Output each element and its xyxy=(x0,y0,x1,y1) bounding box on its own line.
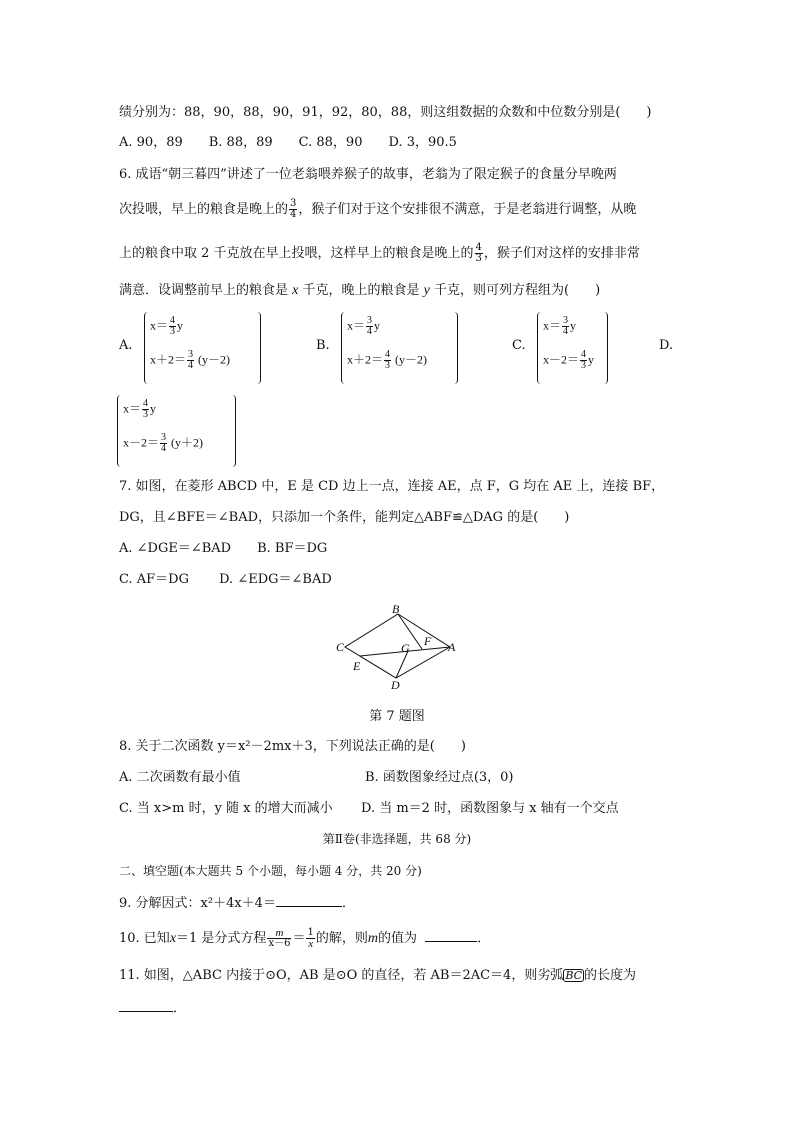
q6-line1: 6. 成语“朝三暮四”讲述了一位老翁喂养猴子的故事，老翁为了限定猴子的食量分早晚两 xyxy=(119,167,617,182)
frac-denominator: 3 xyxy=(170,326,176,337)
system-eq2 xyxy=(543,350,594,371)
label-c: C xyxy=(336,640,345,654)
frac-denominator: 3 xyxy=(475,253,482,264)
q6-line2-a: 次投喂，早上的粮食是晚上的 xyxy=(119,202,289,217)
frac-numerator: m xyxy=(267,928,291,939)
eq-text: (y－2) xyxy=(198,352,231,367)
var-x: x xyxy=(292,283,299,298)
var-y: y xyxy=(423,283,430,298)
q5-options: A. 90，89 B. 88，89 C. 88，90 D. 3，90.5 xyxy=(119,135,457,150)
q6-option-d-system xyxy=(123,395,233,471)
q5-text: 绩分别为：88，90，88，90，91，92，80，88，则这组数据的众数和中位数分别是( ) xyxy=(119,105,652,120)
frac-numerator: 1 xyxy=(307,927,314,938)
q11-text-b: 的长度为 xyxy=(584,968,637,983)
eq-text: x＋2＝ xyxy=(347,352,384,367)
q6-option-d-label: D. xyxy=(659,338,674,353)
q11-end: ． xyxy=(173,1001,187,1016)
q8-option-b: B. 函数图象经过点(3，0) xyxy=(365,770,514,785)
frac-denominator: 3 xyxy=(385,360,391,371)
var-x: x xyxy=(169,931,177,946)
system-eq1 xyxy=(150,316,183,337)
q6-line4 xyxy=(119,281,600,301)
frac-denominator: x xyxy=(308,938,314,950)
q9-end: ． xyxy=(341,896,355,911)
eq-text: (y＋2) xyxy=(171,435,204,450)
frac-numerator: 4 xyxy=(143,398,149,409)
q11-line1 xyxy=(119,966,636,986)
system-eq2 xyxy=(123,433,203,454)
frac-numerator: 3 xyxy=(563,315,569,326)
q6-line2 xyxy=(119,199,636,220)
label-e: E xyxy=(353,659,361,673)
q6-option-c-label: C. xyxy=(512,338,526,353)
system-eq2 xyxy=(347,350,427,371)
q6-option-b-label: B. xyxy=(316,338,330,353)
eq-text: x＝ xyxy=(543,318,562,333)
q6-line2-b: ，猴子们对于这个安排很不满意，于是老翁进行调整，从晚 xyxy=(298,202,637,217)
q8-option-a: A. 二次函数有最小值 xyxy=(119,770,241,785)
q7-options-1: A. ∠DGE＝∠BAD B. BF＝DG xyxy=(119,541,328,556)
system-eq1 xyxy=(347,316,380,337)
q10-text-f: 的值为 xyxy=(377,931,417,946)
q9-text: 9. 分解因式：x²＋4x＋4＝ xyxy=(119,896,276,911)
system-eq1 xyxy=(123,399,156,420)
eq-fraction xyxy=(169,316,176,337)
right-brace xyxy=(256,312,261,384)
system-eq1 xyxy=(543,316,576,337)
q6-line3-b: ，猴子们对这样的安排非常 xyxy=(483,246,640,261)
q9-answer-blank xyxy=(276,893,342,907)
frac-numerator: 4 xyxy=(385,349,391,360)
eq-text: y xyxy=(588,352,595,367)
eq-text: x＋2＝ xyxy=(150,352,187,367)
var-m: m xyxy=(367,931,378,946)
q6-line4-a: 满意．设调整前早上的粮食是 xyxy=(119,283,289,298)
eq-text: x＝ xyxy=(347,318,366,333)
frac-denominator: 4 xyxy=(188,360,194,371)
q6-line3-a: 上的粮食中取 2 千克放在早上投喂，这样早上的粮食是晚上的 xyxy=(119,246,474,261)
frac-denominator: 4 xyxy=(161,443,167,454)
frac-numerator: 3 xyxy=(188,349,194,360)
system-eq2 xyxy=(150,350,230,371)
right-brace xyxy=(603,312,608,384)
q6-line4-e: 千克，则可列方程组为( ) xyxy=(434,283,601,298)
q6-option-a-system xyxy=(150,312,260,388)
eq-fraction xyxy=(160,433,167,454)
q6-option-a-label: A. xyxy=(119,338,133,353)
label-g: G xyxy=(401,641,410,655)
q9-line xyxy=(119,893,355,914)
q10-text-a: 10. 已知 xyxy=(119,931,170,946)
eq-text: y xyxy=(150,401,157,416)
rhombus-figure xyxy=(330,600,465,695)
fraction-4-3 xyxy=(475,243,483,264)
frac-numerator: 4 xyxy=(475,242,482,253)
eq-fraction xyxy=(366,316,373,337)
q6-line3 xyxy=(119,243,640,264)
frac-numerator: 4 xyxy=(581,349,587,360)
fraction-3-4 xyxy=(289,199,297,220)
eq-text: y xyxy=(177,318,184,333)
q10-text-c: ＝1 是分式方程 xyxy=(176,931,267,946)
right-brace xyxy=(231,395,236,467)
q11-line2 xyxy=(119,998,186,1019)
eq-text: x－2＝ xyxy=(543,352,580,367)
eq-text: x＝ xyxy=(150,318,169,333)
frac-denominator: x－6 xyxy=(268,938,291,949)
q6-option-c-system xyxy=(543,312,605,388)
frac-numerator: 4 xyxy=(170,315,176,326)
eq-fraction xyxy=(562,316,569,337)
eq-text: x－2＝ xyxy=(123,435,160,450)
segment-dg xyxy=(396,651,408,678)
label-f: F xyxy=(424,634,432,648)
eq-text: (y－2) xyxy=(395,352,428,367)
q10-text-d: 的解，则 xyxy=(315,931,368,946)
q7-line1: 7. 如图，在菱形 ABCD 中，E 是 CD 边上一点，连接 AE，点 F，G 均在 AE 上，连接 BF， xyxy=(119,479,665,494)
q11-text-a: 11. 如图，△ABC 内接于⊙O，AB 是⊙O 的直径，若 AB＝2AC＝4，则劣弧 xyxy=(119,968,564,983)
q8-option-c: C. 当 x>m 时，y 随 x 的增大而减小 xyxy=(119,801,333,816)
section-title: 二、填空题(本大题共 5 个小题，每小题 4 分，共 20 分) xyxy=(119,864,422,878)
q8-option-d: D. 当 m＝2 时，函数图象与 x 轴有一个交点 xyxy=(361,801,619,816)
eq-text: x＝ xyxy=(123,401,142,416)
fraction-m-over-x6 xyxy=(267,928,291,949)
right-brace xyxy=(453,312,458,384)
frac-numerator: 3 xyxy=(367,315,373,326)
q10-equals: ＝ xyxy=(292,931,306,946)
fraction-1-over-x xyxy=(306,928,314,949)
frac-numerator: 3 xyxy=(161,432,167,443)
rhombus-abcd xyxy=(345,614,450,678)
part2-title: 第Ⅱ卷(非选择题，共 68 分) xyxy=(322,832,472,846)
q7-line2: DG，且∠BFE＝∠BAD，只添加一个条件，能判定△ABF≌△DAG 的是( ) xyxy=(119,510,570,525)
q7-options-2: C. AF＝DG D. ∠EDG＝∠BAD xyxy=(119,572,332,587)
label-b: B xyxy=(392,602,400,616)
q10-end: ． xyxy=(477,931,491,946)
label-a: A xyxy=(448,640,456,654)
eq-text: y xyxy=(570,318,577,333)
q10-line xyxy=(119,928,490,949)
eq-fraction xyxy=(384,350,391,371)
frac-denominator: 4 xyxy=(290,209,297,220)
frac-denominator: 4 xyxy=(367,326,373,337)
frac-denominator: 4 xyxy=(563,326,569,337)
q6-option-b-system xyxy=(347,312,457,388)
eq-fraction xyxy=(142,399,149,420)
q8-line1: 8. 关于二次函数 y＝x²－2mx＋3，下列说法正确的是( ) xyxy=(119,739,466,754)
eq-fraction xyxy=(580,350,587,371)
q7-caption: 第 7 题图 xyxy=(369,709,425,724)
eq-text: y xyxy=(374,318,381,333)
q6-line4-c: 千克，晚上的粮食是 xyxy=(302,283,420,298)
q11-answer-blank xyxy=(119,998,173,1012)
frac-denominator: 3 xyxy=(143,409,149,420)
arc-bc: BC xyxy=(565,969,583,982)
eq-fraction xyxy=(187,350,194,371)
frac-numerator: 3 xyxy=(290,198,297,209)
frac-denominator: 3 xyxy=(581,360,587,371)
label-d: D xyxy=(391,678,400,692)
q10-answer-blank xyxy=(425,928,477,942)
